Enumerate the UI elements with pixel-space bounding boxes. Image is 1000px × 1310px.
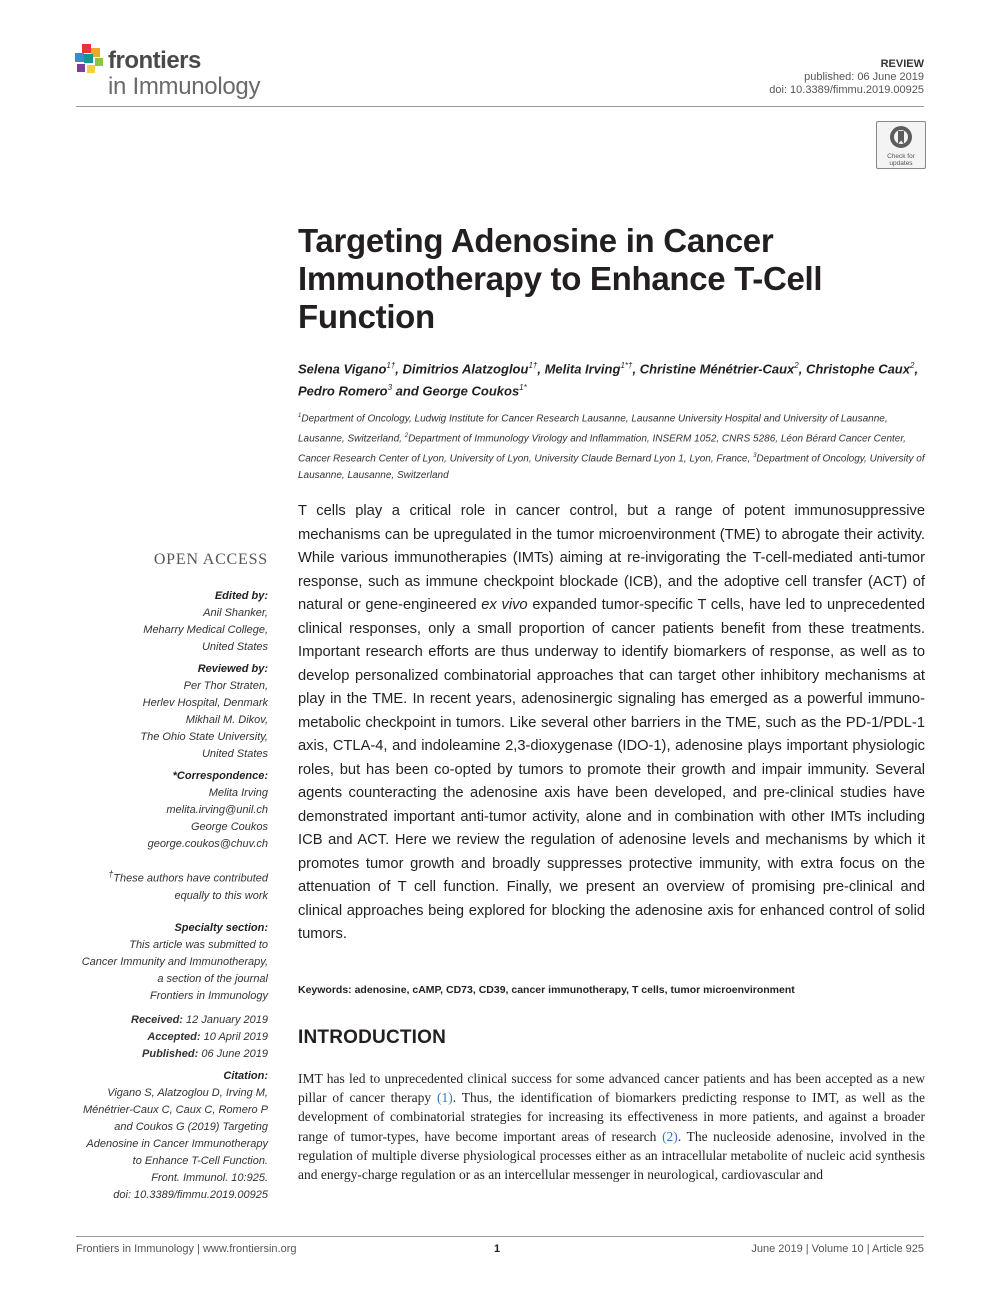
edited-by-heading: Edited by: [214, 590, 268, 602]
editor-line: Meharry Medical College, [143, 624, 268, 636]
citation-doi[interactable]: doi: 10.3389/fimmu.2019.00925 [113, 1189, 268, 1201]
edited-by-block [60, 588, 268, 656]
reviewer-line: The Ohio State University, [140, 731, 268, 743]
reviewed-by-block [60, 661, 268, 763]
citation-line: Adenosine in Cancer Immunotherapy [86, 1138, 268, 1150]
author-affiliation-mark: 1† [386, 361, 396, 370]
author-separator: , [914, 361, 919, 377]
check-for-updates-badge[interactable] [876, 121, 926, 169]
journal-name-line1: frontiers [108, 47, 201, 74]
footer-journal[interactable]: Frontiers in Immunology | www.frontiersin.org [76, 1243, 297, 1255]
citation-line: to Enhance T-Cell Function. [132, 1155, 268, 1167]
reviewer-line: Per Thor Straten, [183, 680, 268, 692]
author-affiliation-mark: 2 [909, 361, 915, 370]
correspondence-block [60, 768, 268, 853]
page-number: 1 [494, 1243, 501, 1255]
reviewer-line: United States [201, 748, 268, 760]
author-name[interactable]: George Coukos [422, 383, 520, 399]
correspondence-line: Melita Irving [208, 787, 268, 799]
contrib-line: These authors have contributed [113, 872, 268, 885]
correspondence-heading: *Correspondence: [172, 770, 268, 782]
author-name[interactable]: Melita Irving [544, 361, 621, 377]
author-affiliation-mark: 1*† [620, 361, 633, 370]
received-date: 12 January 2019 [186, 1014, 268, 1026]
affiliation-text: Department of Immunology Virology and Inflammation, INSERM 1052, CNRS 5286, Léon Bérard Cancer Center, Cancer Research Center of Lyon, University of Lyon, University Claude Bernard Lyon 1, Lyon, France, [298, 433, 906, 465]
affiliation-number: 1 [298, 413, 302, 419]
author-separator: , [632, 361, 640, 377]
footer-divider [76, 1236, 924, 1237]
frontiers-logo-icon [74, 44, 106, 78]
correspondence-line: George Coukos [190, 821, 268, 833]
introduction-heading: INTRODUCTION [298, 1027, 447, 1048]
reviewer-line: Mikhail M. Dikov, [185, 714, 268, 726]
bookmark-icon [889, 125, 913, 149]
journal-logo[interactable] [74, 44, 314, 102]
author-separator: , [798, 361, 806, 377]
author-name[interactable]: Dimitrios Alatzoglou [402, 361, 529, 377]
citation-line: Vigano S, Alatzoglou D, Irving M, [107, 1087, 268, 1099]
check-for-updates-label: Check for updates [887, 153, 915, 167]
reviewed-by-heading: Reviewed by: [197, 663, 268, 675]
affiliation-number: 2 [404, 432, 409, 439]
affiliations [298, 408, 928, 484]
citation-line: and Coukos G (2019) Targeting [114, 1121, 268, 1133]
author-separator: and [392, 383, 423, 399]
dagger-mark: † [108, 869, 114, 879]
citation-line: Front. Immunol. 10:925. [151, 1172, 268, 1184]
author-affiliation-mark: 2 [794, 361, 799, 370]
article-type: REVIEW [880, 58, 924, 70]
specialty-line: This article was submitted to [129, 939, 268, 951]
editor-line: United States [201, 641, 268, 653]
abstract [298, 500, 925, 947]
author-name[interactable]: Christophe Caux [805, 361, 910, 377]
article-title: Targeting Adenosine in Cancer Immunotherapy to Enhance T-Cell Function [298, 222, 823, 335]
intro-text: IMT has led to unprecedented clinical success for some advanced cancer patients and has been accepted as a new pillar of cancer therapy [298, 1071, 925, 1106]
keywords: Keywords: adenosine, cAMP, CD73, CD39, cancer immunotherapy, T cells, tumor microenvironment [298, 984, 795, 996]
reviewer-line: Herlev Hospital, Denmark [142, 697, 268, 709]
published-label: Published: [142, 1048, 199, 1060]
affiliation-text: Department of Oncology, Ludwig Institute for Cancer Research Lausanne, Lausanne University Hospital and University of Lausanne, Lausanne, Switzerland, [298, 413, 888, 445]
published-date-sidebar: 06 June 2019 [201, 1048, 268, 1060]
article-doi[interactable]: doi: 10.3389/fimmu.2019.00925 [769, 84, 924, 96]
author-list [298, 356, 928, 401]
specialty-section-block [60, 920, 268, 1005]
published-date: published: 06 June 2019 [804, 71, 924, 83]
introduction-body [298, 1069, 925, 1184]
author-affiliation-mark: 3 [387, 383, 393, 393]
citation-heading: Citation: [223, 1070, 268, 1082]
specialty-heading: Specialty section: [174, 922, 268, 934]
header-divider [76, 106, 924, 107]
abstract-text: T cells play a critical role in cancer control, but a range of potent immunosuppressive mechanisms can be upregulated in the tumor microenvironment (TME) to abrogate their activity. While various immunotherapies (IMTs) aiming at re-invigorating the T-cell-mediated anti-tumor response, such as immune checkpoint blockade (ICB), and the adoptive cell transfer (ACT) of natural or gene-engineered [298, 503, 925, 613]
author-separator: , [537, 361, 545, 377]
author-name[interactable]: Pedro Romero [298, 383, 388, 399]
citation-block [60, 1068, 268, 1204]
footer-issue: June 2019 | Volume 10 | Article 925 [751, 1243, 924, 1255]
open-access-label: OPEN ACCESS [153, 551, 268, 568]
reference-link[interactable]: (1) [436, 1090, 453, 1106]
reference-link[interactable]: (2) [662, 1128, 678, 1144]
author-affiliation-mark: 1* [519, 383, 527, 393]
author-separator: , [395, 361, 403, 377]
dates-block [60, 1012, 268, 1063]
received-label: Received: [131, 1014, 183, 1026]
abstract-italic: ex vivo [481, 597, 528, 613]
equal-contribution-note [60, 866, 268, 905]
intro-text: . The nucleoside adenosine, involved in the regulation of multiple diverse physiological processes either as an intracellular metabolite of nucleic acid synthesis and energy-charge regulation or as an intercellular messenger in neurological, cardiovascular and [298, 1128, 925, 1183]
author-name[interactable]: Selena Vigano [298, 361, 387, 377]
abstract-text: expanded tumor-specific T cells, have led to unprecedented clinical responses, only a small proportion of cancer patients benefit from these treatments. Important research efforts are thus underway to identify biomarkers of response, as well as to develop personalized combinatorial approaches that can target other inhibitory mechanisms at play in the TME. In recent years, adenosinergic signaling has emerged as a powerful immuno-metabolic checkpoint in tumors. Like several other barriers in the TME, such as the PD-1/PDL-1 axis, CTLA-4, and indoleamine 2,3-dioxygenase (IDO-1), adenosine plays important physiologic roles, but has been co-opted by tumors to promote their growth and impair immunity. Several agents counteracting the adenosine axis have been developed, and pre-clinical studies have demonstrated important anti-tumor activity, alone and in combination with other IMTs including ICB and ACT. Here we review the regulation of adenosine levels and mechanisms by which it promotes tumor growth and broadly suppresses protective immunity, with extra focus on the attenuation of T cell function. Finally, we present an overview of promising pre-clinical and clinical approaches being explored for blocking the adenosine axis for enhanced control of solid tumors. [298, 597, 925, 942]
contrib-line: equally to this work [174, 889, 268, 902]
affiliation-number: 3 [753, 452, 757, 459]
citation-line: Ménétrier-Caux C, Caux C, Romero P [82, 1104, 268, 1116]
accepted-label: Accepted: [147, 1031, 201, 1043]
accepted-date: 10 April 2019 [203, 1031, 268, 1043]
journal-name-line2: in Immunology [108, 73, 261, 100]
specialty-line: Frontiers in Immunology [150, 990, 268, 1002]
article-meta [769, 58, 924, 97]
author-name[interactable]: Christine Ménétrier-Caux [639, 361, 795, 377]
affiliation-text: Department of Oncology, University of Lausanne, Lausanne, Switzerland [298, 453, 925, 481]
intro-text: . Thus, the identification of biomarkers predicting response to IMT, as well as the development of combinatorial strategies for increasing its effectiveness in more patients, and against a broader range of tumor-types, have become important areas of research [298, 1090, 926, 1144]
specialty-line: a section of the journal [157, 973, 268, 985]
author-affiliation-mark: 1† [528, 361, 538, 370]
editor-line: Anil Shanker, [203, 607, 268, 619]
specialty-line: Cancer Immunity and Immunotherapy, [81, 956, 268, 968]
correspondence-email[interactable]: george.coukos@chuv.ch [147, 838, 268, 850]
correspondence-email[interactable]: melita.irving@unil.ch [166, 804, 268, 816]
